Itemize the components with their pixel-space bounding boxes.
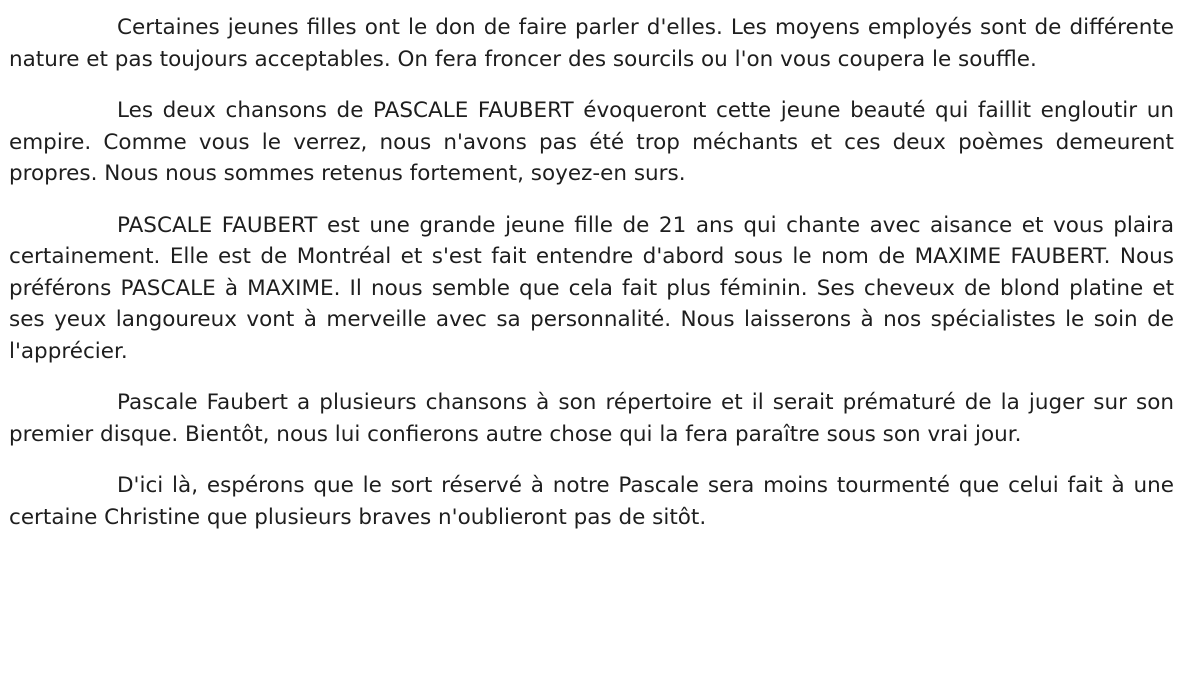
paragraph-closing: D'ici là, espérons que le sort réservé à notre Pascale sera moins tourmenté que celui fait à une certaine Christine que plusieurs braves n'oublieront pas de sitôt.	[9, 473, 1174, 530]
paragraph-songs: Les deux chansons de PASCALE FAUBERT évoqueront cette jeune beauté qui faillit engloutir un empire. Comme vous le verrez, nous n'avons pas été trop méchants et ces deux poèmes demeurent propres. Nous nous sommes retenus fortement, soyez-en surs.	[9, 98, 1174, 186]
paragraph-biography: PASCALE FAUBERT est une grande jeune fille de 21 ans qui chante avec aisance et vous plaira certainement. Elle est de Montréal et s'est fait entendre d'abord sous le nom de MAXIME FAUBERT. Nous préférons PASCALE à MAXIME. Il nous semble que cela fait plus féminin. Ses cheveux de blond platine et ses yeux langoureux vont à merveille avec sa personnalité. Nous laisserons à nos spécialistes le soin de l'apprécier.	[9, 212, 1174, 364]
paragraph-intro: Certaines jeunes filles ont le don de faire parler d'elles. Les moyens employés sont de différente nature et pas toujours acceptables. On fera froncer des sourcils ou l'on vous coupera le souffle.	[9, 15, 1174, 72]
paragraph-repertoire: Pascale Faubert a plusieurs chansons à son répertoire et il serait prématuré de la juger sur son premier disque. Bientôt, nous lui confierons autre chose qui la fera paraître sous son vrai jour.	[9, 390, 1174, 447]
